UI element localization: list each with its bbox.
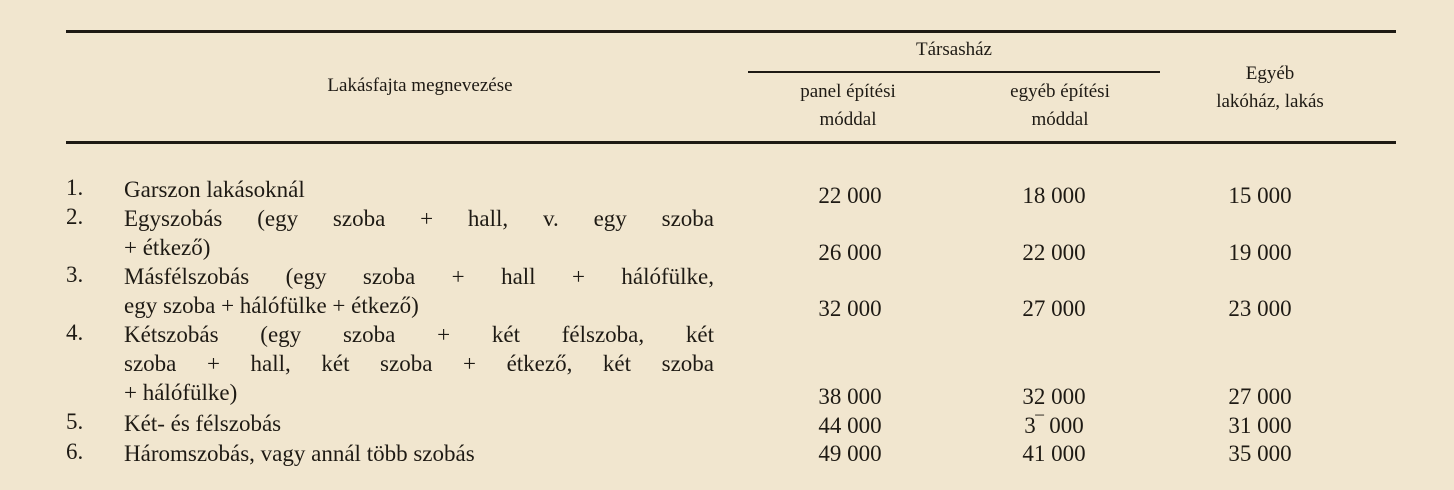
value-egyeb: 19 000 — [1228, 240, 1292, 265]
row-number: 2. — [66, 204, 84, 229]
row-label: Kétszobás (egy szoba + két félszoba, két szoba + hall, két szoba + étkező, két szoba + hálófülke) — [124, 322, 714, 405]
value-egyeb-epitesi: 18 000 — [1022, 183, 1086, 208]
value-panel: 22 000 — [818, 183, 882, 208]
value-egyeb: 35 000 — [1228, 441, 1292, 466]
value-egyeb-epitesi: 3‾ 000 — [1024, 413, 1084, 438]
row-label: Másfélszobás (egy szoba + hall + hálófülke, egy szoba + hálófülke + étkező) — [124, 264, 714, 318]
value-panel: 38 000 — [818, 384, 882, 409]
row-number: 5. — [66, 409, 84, 434]
value-panel: 26 000 — [818, 240, 882, 265]
top-rule — [66, 30, 1396, 33]
header-bottom-rule — [66, 141, 1396, 144]
row-label: Egyszobás (egy szoba + hall, v. egy szoba + étkező) — [124, 206, 714, 260]
value-panel: 32 000 — [818, 296, 882, 321]
value-egyeb-epitesi: 32 000 — [1022, 384, 1086, 409]
header-egyeb-epitesi-column: egyéb építési móddal — [1010, 81, 1110, 130]
value-egyeb-epitesi: 27 000 — [1022, 296, 1086, 321]
row-number: 1. — [66, 175, 84, 200]
row-label: Két- és félszobás — [124, 411, 282, 436]
group-underline — [748, 71, 1160, 73]
value-egyeb-epitesi: 41 000 — [1022, 441, 1086, 466]
value-panel: 44 000 — [818, 413, 882, 438]
row-number: 6. — [66, 439, 84, 464]
value-egyeb: 31 000 — [1228, 413, 1292, 438]
row-label: Háromszobás, vagy annál több szobás — [124, 441, 475, 466]
value-panel: 49 000 — [818, 441, 882, 466]
value-egyeb: 27 000 — [1228, 384, 1292, 409]
header-panel-column: panel építési móddal — [800, 81, 896, 130]
header-group-tarsashaz: Társasház — [916, 39, 992, 60]
row-number: 3. — [66, 262, 84, 287]
header-egyeb-column: Egyéb lakóház, lakás — [1216, 63, 1324, 112]
row-number: 4. — [66, 320, 84, 345]
header-name-column: Lakásfajta megnevezése — [327, 75, 513, 96]
value-egyeb-epitesi: 22 000 — [1022, 240, 1086, 265]
value-egyeb: 15 000 — [1228, 183, 1292, 208]
row-label: Garszon lakásoknál — [124, 177, 305, 202]
value-egyeb: 23 000 — [1228, 296, 1292, 321]
